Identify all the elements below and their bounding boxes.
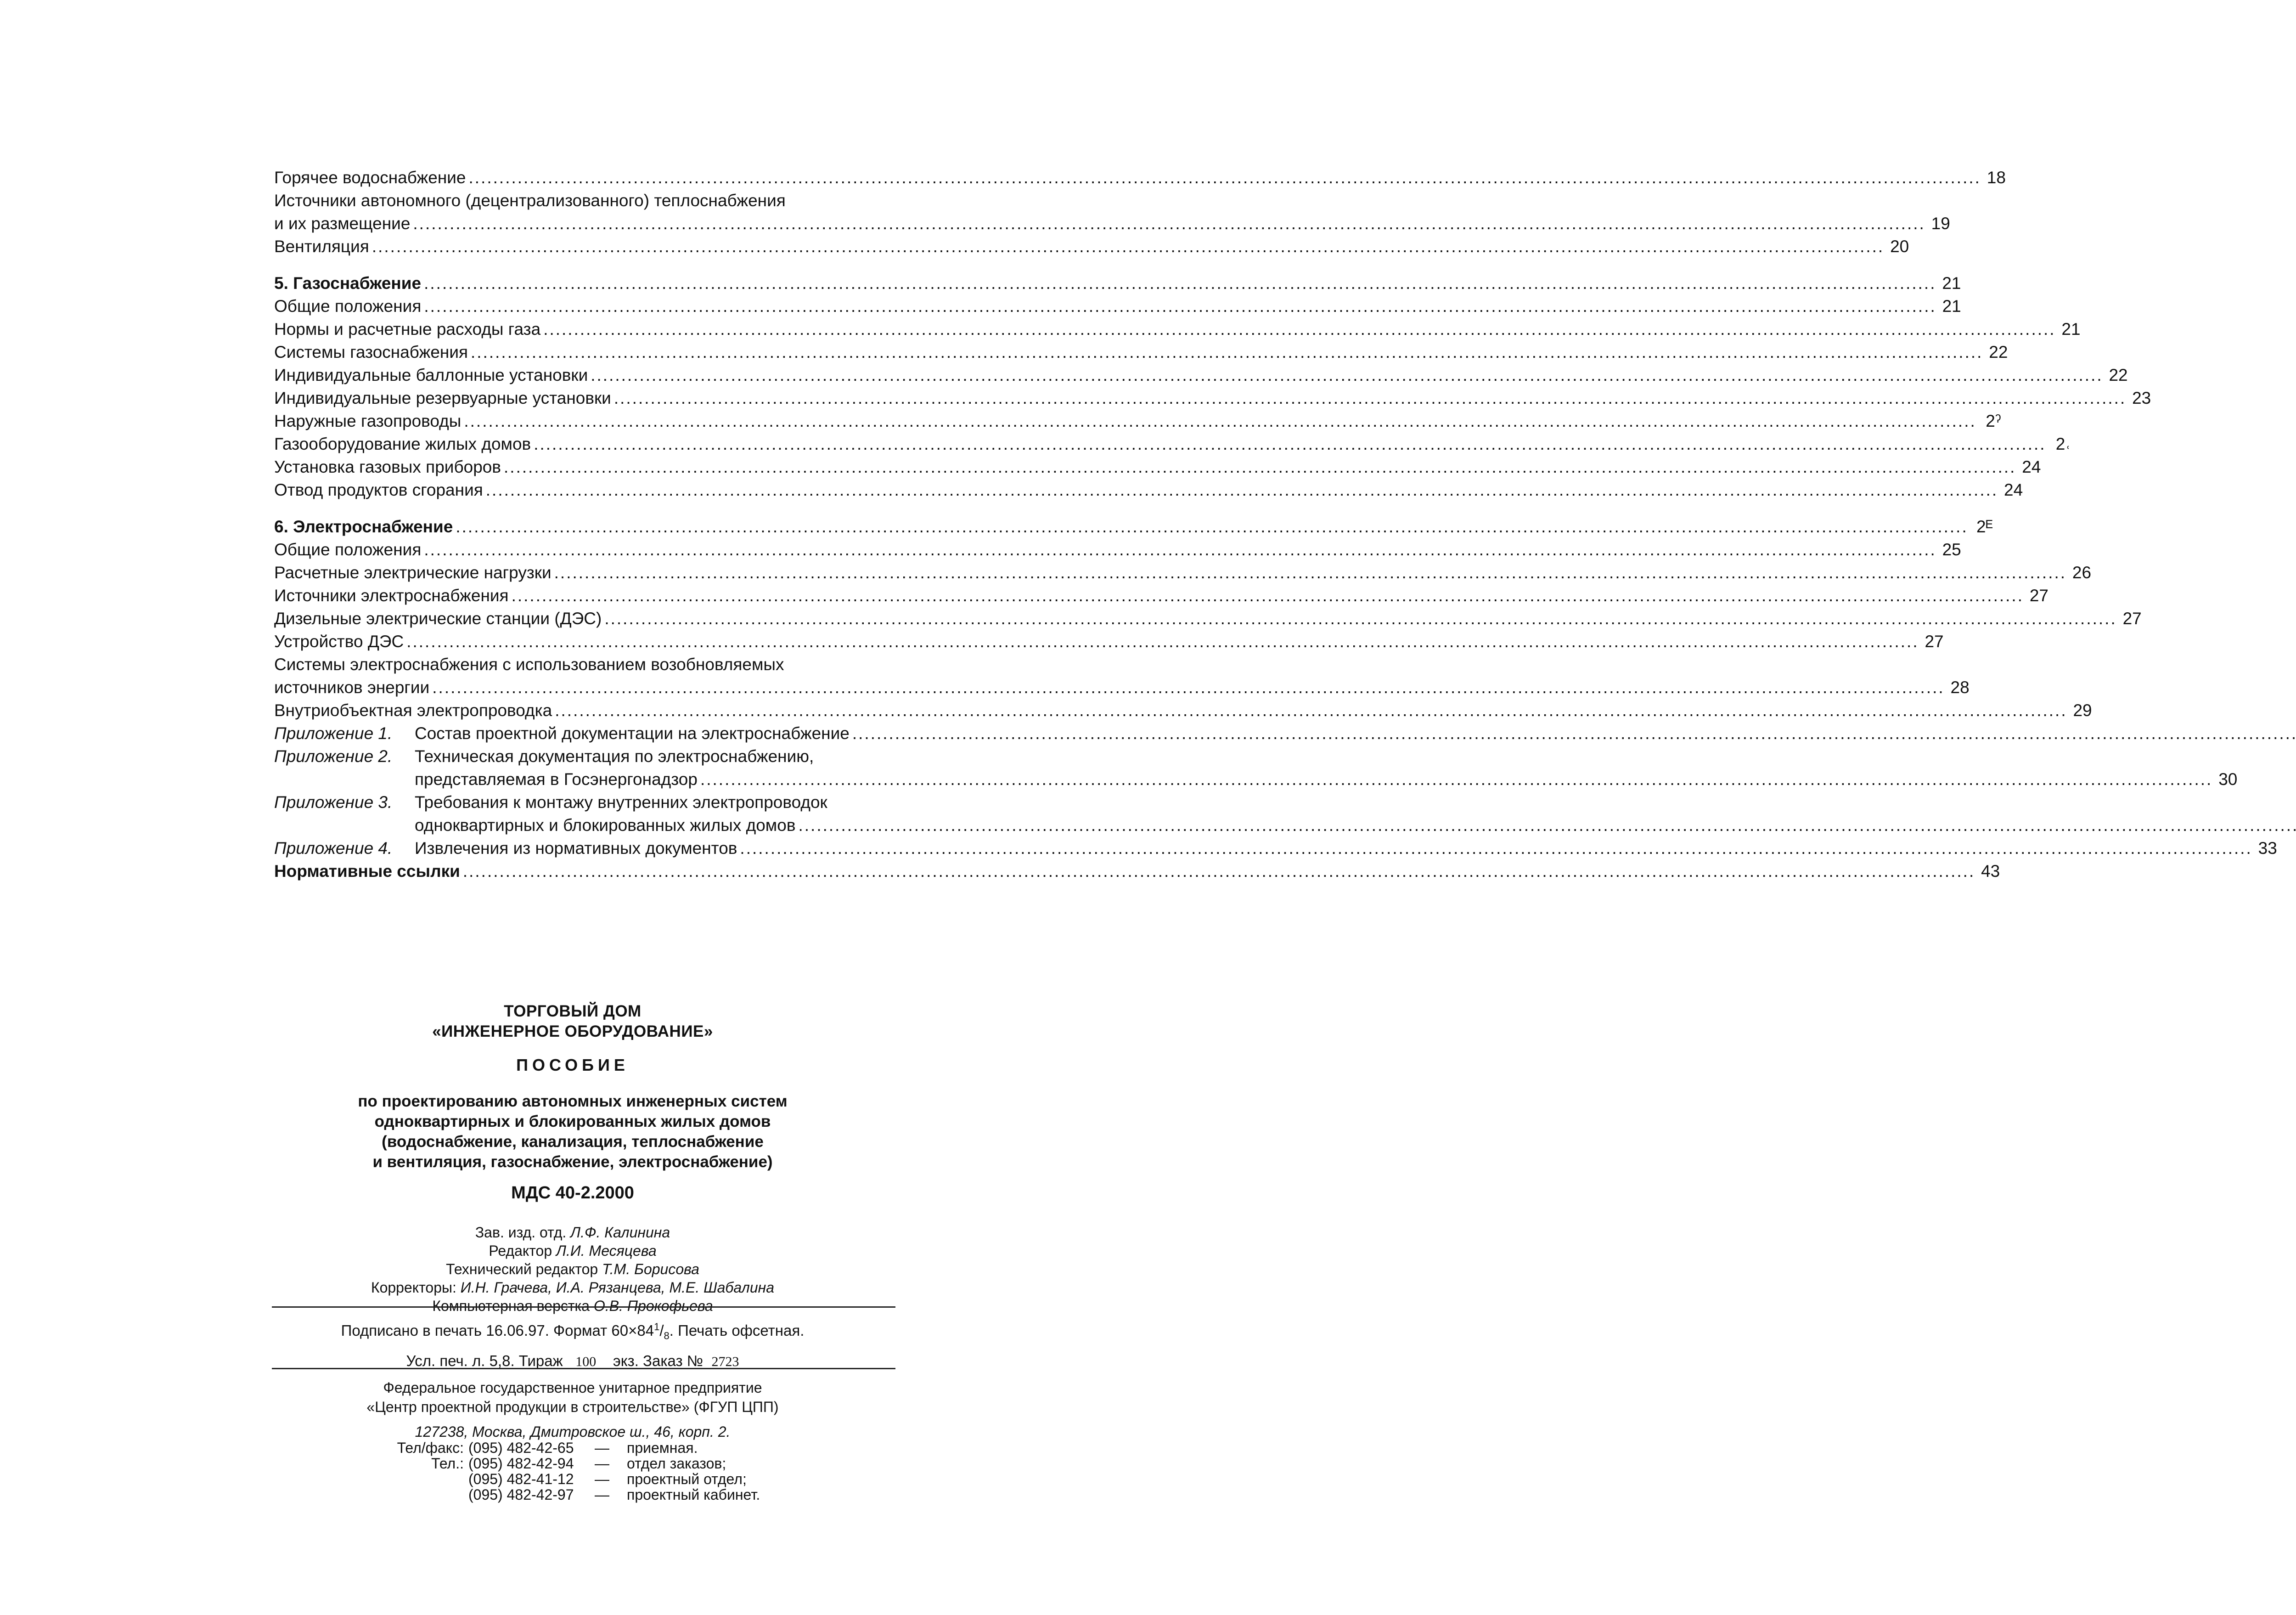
phone-label: Тел.: — [431, 1455, 464, 1472]
toc-leader-dots — [424, 272, 1936, 295]
document-title — [0, 1091, 1145, 1172]
phone-row — [377, 1456, 760, 1471]
toc-leader-dots — [740, 837, 2252, 860]
staff-name: Л.И. Месяцева — [556, 1242, 657, 1259]
toc-page-number: 27 — [1925, 632, 1944, 651]
title-line: и вентиляция, газоснабжение, электроснабжение) — [372, 1153, 773, 1171]
toc-page-number: 2˓ — [2055, 435, 2071, 453]
print-info-text: Подписано в печать 16.06.97. Формат 60×84 — [341, 1322, 654, 1339]
toc-entry-label: Извлечения из нормативных документов — [415, 839, 737, 858]
toc-entry — [274, 653, 1970, 699]
toc-section-heading — [274, 272, 1961, 295]
org-address: 127238, Москва, Дмитровское ш., 46, корп. 2. — [415, 1423, 731, 1440]
phone-number: (095) 482-42-94 — [468, 1455, 574, 1472]
print-info-text: . Печать офсетная. — [669, 1322, 805, 1339]
toc-entry — [274, 387, 2151, 410]
toc-section-label: 6. Электроснабжение — [274, 517, 453, 536]
order-number: 2723 — [711, 1354, 739, 1369]
colophon — [0, 1001, 1145, 1315]
phone-dash: — — [595, 1455, 609, 1472]
toc-leader-dots — [406, 630, 1919, 653]
toc-leader-dots — [604, 607, 2116, 630]
staff-line — [0, 1223, 1145, 1242]
toc-entry-label: Системы газоснабжения — [274, 343, 468, 361]
toc-page-number: 25 — [1942, 540, 1961, 559]
toc-entry-label: Общие положения — [274, 540, 422, 559]
staff-name: Л.Ф. Калинина — [570, 1224, 670, 1241]
toc-leader-dots — [700, 768, 2212, 791]
toc-leader-dots — [463, 860, 1975, 883]
toc-entry-label: Газооборудование жилых домов — [274, 435, 531, 453]
toc-leader-dots — [543, 318, 2055, 341]
toc-entry-label-line1: Техническая документация по электроснабжению, — [415, 747, 814, 766]
toc-entry-label: Вентиляция — [274, 237, 369, 256]
toc-entry-label: Расчетные электрические нагрузки — [274, 563, 551, 582]
toc-entry — [274, 607, 2142, 630]
toc-entry-label: и их размещение — [274, 214, 411, 233]
toc-page-number: 28 — [1950, 678, 1970, 697]
toc-entry-label: представляемая в Госэнергонадзор — [415, 770, 698, 789]
toc-entry — [274, 410, 2001, 433]
print-info-text: Усл. печ. л. 5,8. Тираж — [406, 1352, 563, 1369]
toc-leader-dots — [512, 584, 2024, 607]
toc-page-number: 29 — [2073, 701, 2092, 720]
toc-entry-label-line1: Системы электроснабжения с использованием возобновляемых — [274, 655, 784, 674]
title-line: по проектированию автономных инженерных систем — [358, 1092, 788, 1110]
toc-entry-label: Нормы и расчетные расходы газа — [274, 320, 541, 339]
toc-entry-label: Индивидуальные резервуарные установки — [274, 389, 611, 407]
toc-page-number: 21 — [1942, 297, 1961, 316]
toc-entry — [274, 341, 2008, 364]
staff-role: Корректоры: — [371, 1279, 456, 1296]
title-line: (водоснабжение, канализация, теплоснабжение — [382, 1133, 764, 1151]
toc-entry-label: Наружные газопроводы — [274, 412, 461, 430]
toc-leader-dots — [798, 814, 2296, 837]
toc-entry — [274, 318, 2081, 341]
phone-label: Тел/факс: — [397, 1440, 464, 1456]
toc-entry-label: Индивидуальные баллонные установки — [274, 366, 588, 384]
toc-entry-references — [274, 860, 2000, 883]
staff-credits — [0, 1223, 1145, 1315]
phone-description: проектный отдел; — [627, 1471, 747, 1487]
phone-row — [377, 1440, 760, 1456]
appendix-name: Приложение 2. — [274, 747, 393, 766]
toc-page-number: 2ˀ — [1986, 412, 2001, 430]
toc-entry — [274, 699, 2092, 722]
toc-entry-label: Дизельные электрические станции (ДЭС) — [274, 609, 602, 628]
org-line: «Центр проектной продукции в строительстве» (ФГУП ЦПП) — [366, 1399, 779, 1415]
toc-appendix-entry — [274, 745, 2238, 791]
staff-line — [0, 1242, 1145, 1260]
toc-page-number: 20 — [1890, 237, 1909, 256]
toc-leader-dots — [591, 364, 2103, 387]
toc-entry — [274, 630, 1944, 653]
document-type: ПОСОБИЕ — [516, 1056, 629, 1074]
toc-page-number: 21 — [2061, 320, 2081, 339]
toc-leader-dots — [504, 456, 2016, 479]
toc-entry — [274, 189, 1950, 235]
toc-page-number: 21 — [1942, 274, 1961, 293]
publisher-line: ТОРГОВЫЙ ДОМ — [504, 1002, 642, 1020]
toc-entry — [274, 584, 2048, 607]
toc-entry-label: Устройство ДЭС — [274, 632, 404, 651]
print-info-text: экз. Заказ № — [613, 1352, 703, 1369]
toc-leader-dots — [432, 676, 1944, 699]
toc-appendix-entry — [274, 837, 2277, 860]
toc-page-number: 26 — [2072, 563, 2092, 582]
phone-label — [377, 1471, 468, 1487]
phone-row — [377, 1471, 760, 1487]
print-info-line: Подписано в печать 16.06.97. Формат $60\times 84^1/_8$. Печать офсетная. — [341, 1321, 805, 1342]
toc-appendix-entry — [274, 791, 922, 837]
phone-number: (095) 482-42-65 — [468, 1440, 574, 1456]
toc-entry — [274, 561, 2092, 584]
toc-leader-dots — [469, 166, 1981, 189]
phone-description: проектный кабинет. — [627, 1486, 760, 1503]
org-line: Федеральное государственное унитарное предприятие — [383, 1379, 762, 1396]
phone-list — [377, 1440, 760, 1502]
title-line: одноквартирных и блокированных жилых домов — [374, 1112, 771, 1130]
toc-leader-dots — [456, 515, 1968, 538]
toc-leader-dots — [464, 410, 1976, 433]
table-of-contents — [274, 166, 2277, 883]
staff-role: Технический редактор — [446, 1261, 598, 1277]
toc-entry-label: Общие положения — [274, 297, 422, 316]
toc-entry — [274, 235, 1909, 258]
staff-role: Редактор — [489, 1242, 552, 1259]
toc-entry-label: Нормативные ссылки — [274, 862, 460, 881]
format-fraction-numerator: 1 — [654, 1321, 660, 1333]
toc-entry-label: Установка газовых приборов — [274, 457, 501, 476]
toc-leader-dots — [372, 235, 1884, 258]
toc-entry-label: Источники электроснабжения — [274, 586, 509, 605]
toc-entry-label: источников энергии — [274, 678, 430, 697]
phone-dash: — — [595, 1486, 609, 1503]
organization-info — [0, 1378, 1145, 1441]
toc-appendix-entry — [274, 722, 922, 745]
toc-page-number: 27 — [2122, 609, 2142, 628]
toc-page-number: 22 — [1989, 343, 2008, 361]
appendix-name: Приложение 1. — [274, 724, 393, 743]
divider-line — [272, 1368, 895, 1369]
phone-description: отдел заказов; — [627, 1455, 726, 1472]
toc-entry-label: одноквартирных и блокированных жилых домов — [415, 816, 796, 835]
print-run: 100 — [575, 1354, 597, 1369]
toc-entry — [274, 538, 1961, 561]
toc-page-number: 18 — [1986, 168, 2006, 187]
print-info-line — [0, 1349, 1145, 1374]
toc-entry — [274, 456, 2041, 479]
staff-name: О.В. Прокофьева — [593, 1298, 713, 1314]
toc-entry — [274, 433, 2071, 456]
toc-page-number: 19 — [1931, 214, 1950, 233]
toc-entry-label: Отвод продуктов сгорания — [274, 480, 483, 499]
staff-line — [0, 1260, 1145, 1278]
toc-entry-label: Внутриобъектная электропроводка — [274, 701, 552, 720]
phone-row — [377, 1487, 760, 1502]
toc-page-number: 24 — [2004, 480, 2023, 499]
staff-name: И.Н. Грачева, И.А. Рязанцева, М.Е. Шабалина — [460, 1279, 775, 1296]
toc-entry-label-line1: Требования к монтажу внутренних электропроводок — [415, 793, 827, 812]
toc-entry — [274, 364, 2128, 387]
toc-leader-dots — [424, 295, 1936, 318]
format-fraction-denominator: 8 — [664, 1330, 670, 1342]
toc-entry — [274, 295, 1961, 318]
toc-leader-dots — [555, 699, 2067, 722]
staff-name: Т.М. Борисова — [602, 1261, 699, 1277]
toc-page-number: 24 — [2022, 457, 2041, 476]
toc-page-number: 30 — [2218, 770, 2238, 789]
toc-page-number: 33 — [2258, 839, 2277, 858]
appendix-name: Приложение 4. — [274, 839, 393, 858]
print-info — [0, 1315, 1145, 1374]
toc-page-number: 23 — [2132, 389, 2151, 407]
toc-page-number: 43 — [1981, 862, 2000, 881]
phone-dash: — — [595, 1471, 609, 1487]
toc-entry-label: Состав проектной документации на электроснабжение — [415, 724, 850, 743]
toc-section-heading — [274, 515, 1993, 538]
appendix-name: Приложение 3. — [274, 793, 393, 812]
staff-line — [0, 1297, 1145, 1315]
toc-leader-dots — [486, 479, 1998, 502]
toc-entry — [274, 479, 2023, 502]
staff-line — [0, 1278, 1145, 1297]
toc-leader-dots — [852, 722, 2296, 745]
staff-role: Зав. изд. отд. — [475, 1224, 567, 1241]
document-code: МДС 40-2.2000 — [511, 1183, 634, 1203]
staff-role: Компьютерная верстка — [432, 1298, 590, 1314]
phone-number: (095) 482-42-97 — [468, 1486, 574, 1503]
toc-leader-dots — [471, 341, 1983, 364]
toc-entry-label-line1: Источники автономного (децентрализованного) теплоснабжения — [274, 191, 786, 210]
publisher-line: «ИНЖЕНЕРНОЕ ОБОРУДОВАНИЕ» — [432, 1022, 713, 1040]
toc-entry-label: Горячее водоснабжение — [274, 168, 466, 187]
toc-section-label: 5. Газоснабжение — [274, 274, 422, 293]
publisher — [0, 1001, 1145, 1042]
phone-number: (095) 482-41-12 — [468, 1471, 574, 1487]
phone-label — [377, 1487, 468, 1502]
toc-leader-dots — [534, 433, 2046, 456]
phone-dash: — — [595, 1440, 609, 1456]
toc-page-number: 27 — [2029, 586, 2048, 605]
toc-entry — [274, 166, 2006, 189]
toc-page-number: 22 — [2109, 366, 2128, 384]
toc-leader-dots — [413, 212, 1925, 235]
toc-leader-dots — [554, 561, 2066, 584]
toc-leader-dots — [424, 538, 1936, 561]
toc-leader-dots — [614, 387, 2126, 410]
divider-line — [272, 1306, 895, 1308]
phone-description: приемная. — [627, 1440, 698, 1456]
toc-page-number: 2ᴱ — [1976, 517, 1993, 536]
